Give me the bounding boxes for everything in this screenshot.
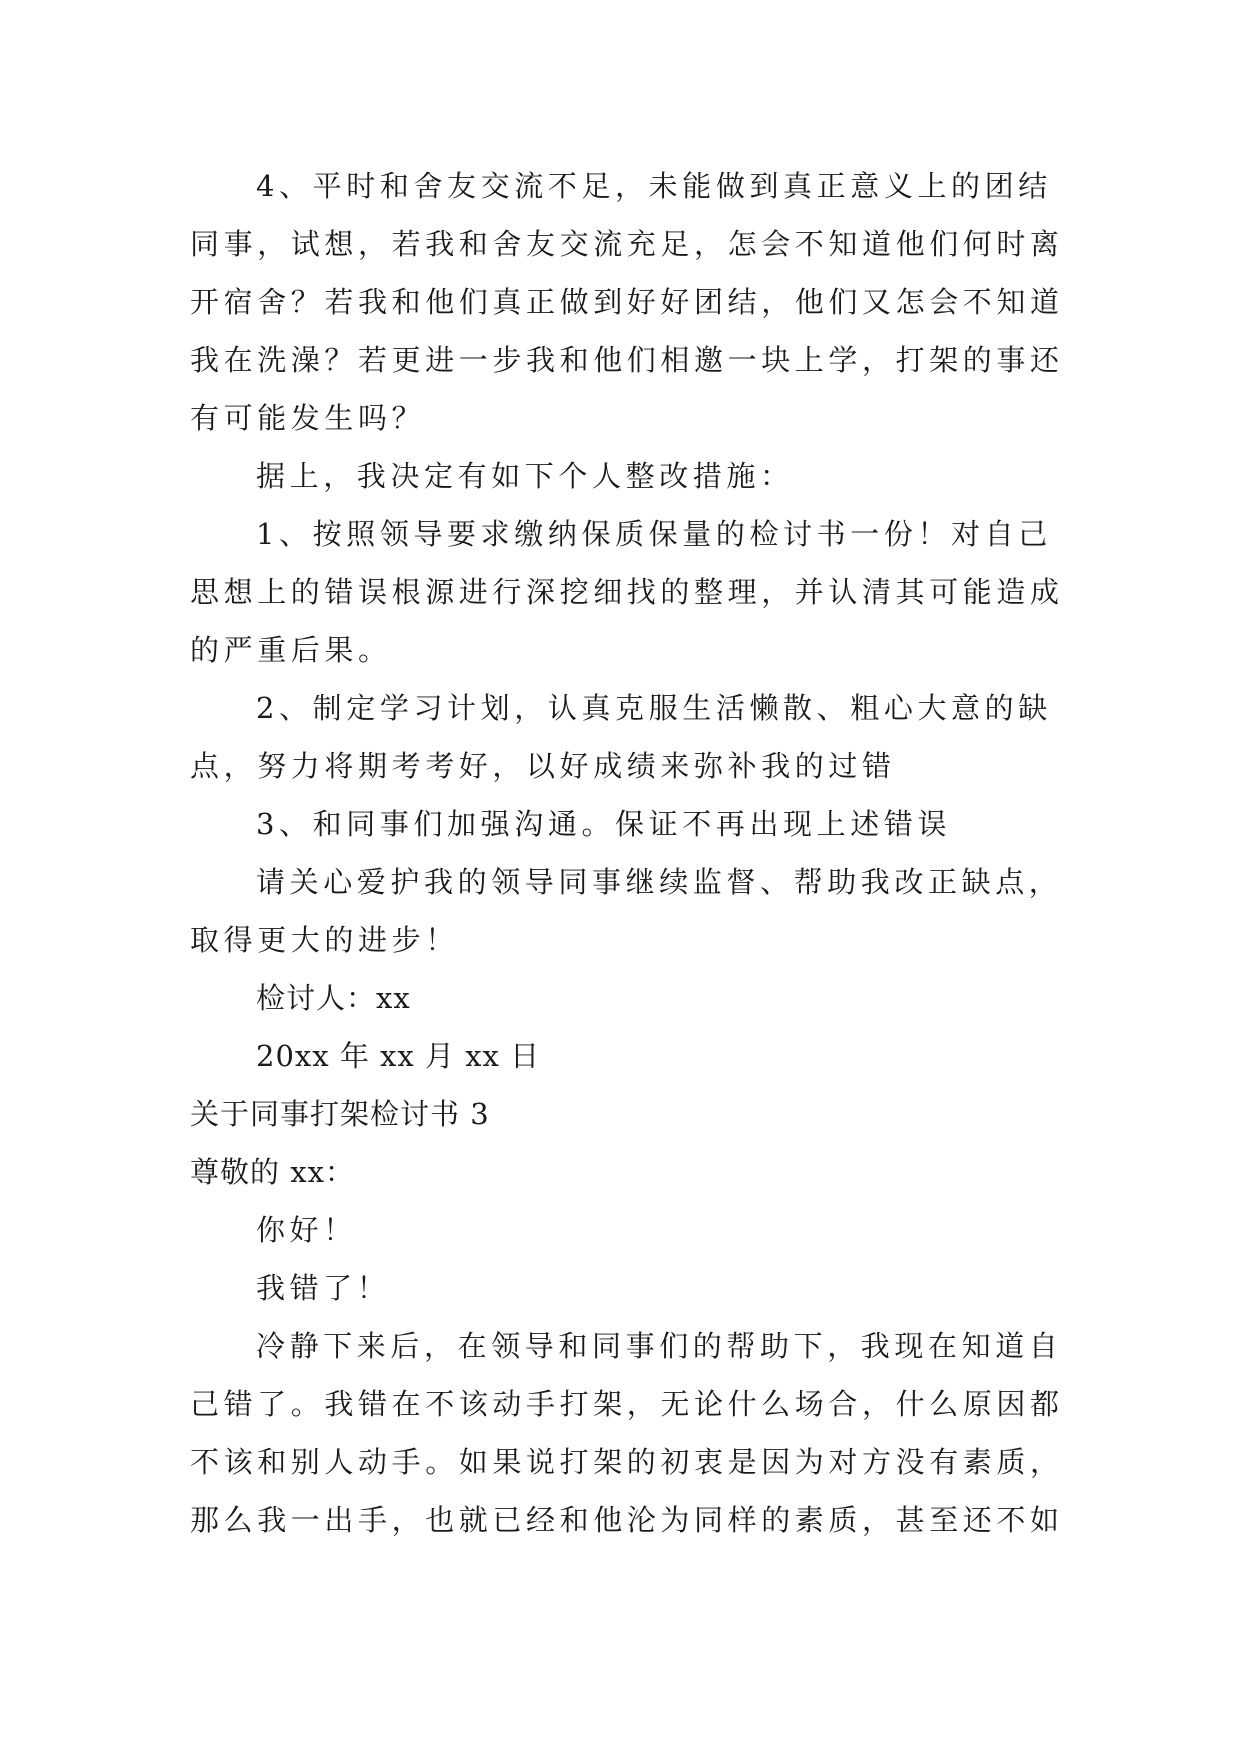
text-line: 冷静下来后，在领导和同事们的帮助下，我现在知道自	[256, 1329, 1063, 1363]
text-line: 我在洗澡？若更进一步我和他们相邀一块上学，打架的事还	[190, 343, 1064, 377]
text-line: 3、和同事们加强沟通。保证不再出现上述错误	[256, 807, 952, 841]
text-line: 我错了！	[256, 1271, 391, 1305]
text-line: 同事，试想，若我和舍友交流充足，怎会不知道他们何时离	[190, 227, 1064, 261]
text-line: 的严重后果。	[190, 633, 392, 667]
text-line: 思想上的错误根源进行深挖细找的整理，并认清其可能造成	[190, 575, 1064, 609]
date-line: 20xx 年 xx 月 xx 日	[256, 1039, 541, 1073]
text-line: 4、平时和舍友交流不足，未能做到真正意义上的团结	[256, 169, 1052, 203]
text-line: 请关心爱护我的领导同事继续监督、帮助我改正缺点，	[256, 865, 1063, 899]
text-line: 开宿舍？若我和他们真正做到好好团结，他们又怎会不知道	[190, 285, 1064, 319]
text-line: 不该和别人动手。如果说打架的初衷是因为对方没有素质，	[190, 1445, 1064, 1479]
signature-line: 检讨人：xx	[256, 981, 411, 1015]
text-line: 那么我一出手，也就已经和他沦为同样的素质，甚至还不如	[190, 1503, 1064, 1537]
text-line: 2、制定学习计划，认真克服生活懒散、粗心大意的缺	[256, 691, 1052, 725]
text-line: 1、按照领导要求缴纳保质保量的检讨书一份！对自己	[256, 517, 1052, 551]
text-line: 据上，我决定有如下个人整改措施：	[256, 459, 794, 493]
section-heading: 关于同事打架检讨书 3	[190, 1097, 490, 1131]
text-line: 己错了。我错在不该动手打架，无论什么场合，什么原因都	[190, 1387, 1064, 1421]
text-line: 取得更大的进步！	[190, 923, 459, 957]
text-line: 点，努力将期考考好，以好成绩来弥补我的过错	[190, 749, 896, 783]
text-line: 有可能发生吗？	[190, 401, 426, 435]
greeting: 你好！	[256, 1213, 357, 1247]
salutation: 尊敬的 xx：	[190, 1155, 355, 1189]
